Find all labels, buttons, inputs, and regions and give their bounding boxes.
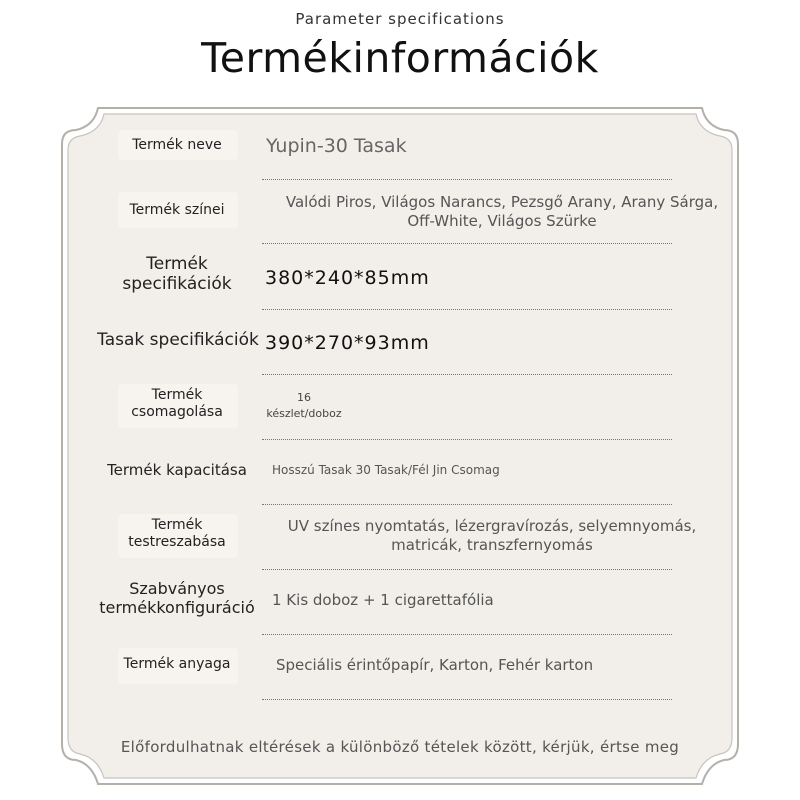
- label-product-name: Termék neve: [132, 137, 222, 153]
- label-bag-specs: Tasak specifikációk: [97, 330, 259, 350]
- label-product-colors: Termék színei: [129, 202, 225, 218]
- row-divider: [262, 504, 672, 505]
- value-product-customization: UV színes nyomtatás, lézergravírozás, selyemnyomás, matricák, transzfernyomás: [287, 517, 697, 554]
- value-product-material: Speciális érintőpapír, Karton, Fehér karton: [276, 656, 594, 674]
- row-divider: [262, 569, 672, 570]
- value-standard-config: 1 Kis doboz + 1 cigarettafólia: [272, 591, 494, 609]
- value-bag-specs: 390*270*93mm: [265, 332, 430, 354]
- page-subtitle: Parameter specifications: [295, 10, 505, 28]
- value-product-name: Yupin-30 Tasak: [266, 135, 407, 157]
- row-divider: [262, 179, 672, 180]
- value-product-capacity: Hosszú Tasak 30 Tasak/Fél Jin Csomag: [272, 463, 500, 477]
- page-title: Termékinformációk: [201, 34, 599, 82]
- row-divider: [262, 374, 672, 375]
- row-divider: [262, 309, 672, 310]
- label-product-packaging: Termék csomagolása: [131, 387, 223, 420]
- label-product-customization: Termék testreszabása: [128, 517, 226, 550]
- row-divider: [262, 243, 672, 244]
- value-product-colors: Valódi Piros, Világos Narancs, Pezsgő Arany, Arany Sárga, Off-White, Világos Szürke: [285, 193, 719, 230]
- row-divider: [262, 699, 672, 700]
- value-packaging-qty: 16: [297, 391, 311, 404]
- label-product-capacity: Termék kapacitása: [107, 461, 247, 479]
- footer-note: Előfordulhatnak eltérések a különböző tételek között, kérjük, értse meg: [120, 738, 680, 756]
- row-divider: [262, 439, 672, 440]
- value-product-specs: 380*240*85mm: [265, 267, 430, 289]
- label-standard-config: Szabványos termékkonfiguráció: [99, 579, 255, 618]
- label-product-specs: Termék specifikációk: [122, 254, 232, 295]
- label-product-material: Termék anyaga: [123, 656, 231, 672]
- row-divider: [262, 634, 672, 635]
- value-packaging-unit: készlet/doboz: [266, 407, 342, 420]
